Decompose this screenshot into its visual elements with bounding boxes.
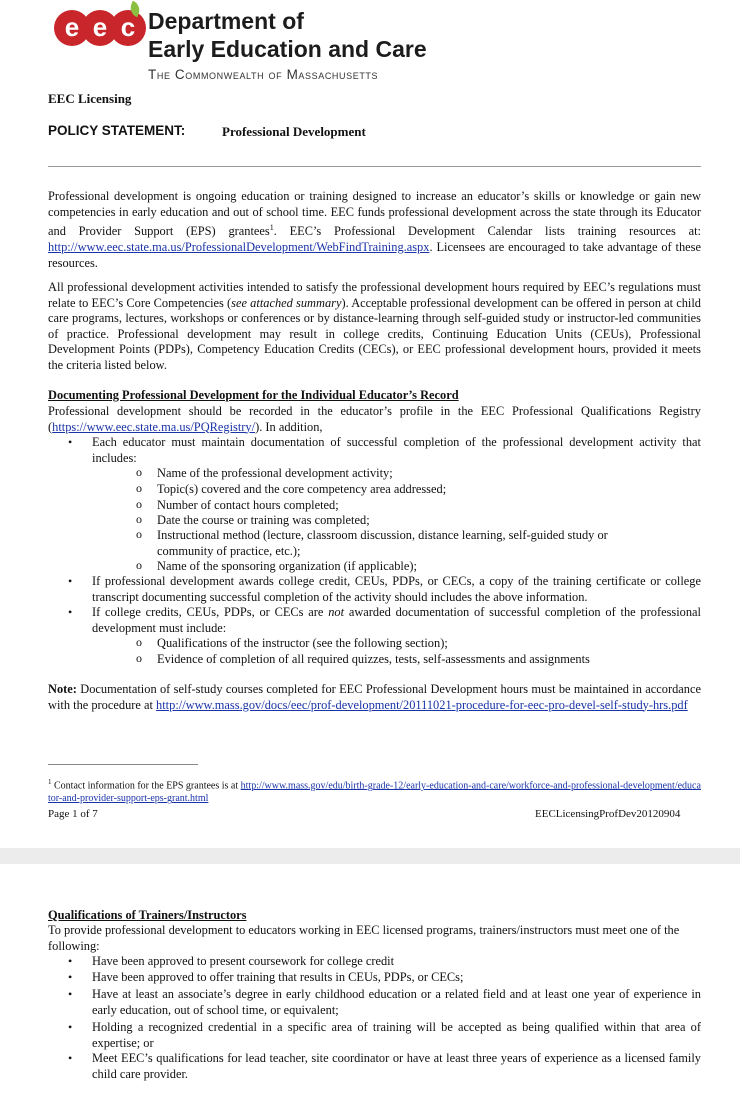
intro-p1-text-c: . Licensees are encouraged to take advantage of these resources. xyxy=(48,239,701,270)
program-label: EEC Licensing xyxy=(48,91,132,106)
footnote-divider xyxy=(48,764,198,765)
intro-p2-text-a: All professional development activities intended to satisfy the professional development hours required by EEC’s regulations must relate to EEC’s Core Competencies ( xyxy=(48,280,701,310)
qualification-item: Meet EEC’s qualifications for lead teacher, site coordinator or have at least three years of experience as a licensed family child care provider. xyxy=(92,1051,701,1081)
documenting-bullet-3 xyxy=(92,605,701,636)
documenting-bullet-2: If professional development awards college credit, CEUs, PDPs, or CECs, a copy of the training certificate or college transcript documenting successful completion of the activity should includes the above information. xyxy=(92,574,701,604)
self-study-procedure-link[interactable]: http://www.mass.gov/docs/eec/prof-development/20111021-procedure-for-eec-pro-devel-self-study-hrs.pdf xyxy=(156,697,688,712)
footnote xyxy=(48,776,701,805)
sub-bullet-icon: o xyxy=(136,512,142,526)
footnote-number: 1 xyxy=(48,778,52,786)
qualifications-intro: To provide professional development to educators working in EEC licensed programs, trainers/instructors must meet one of the following: xyxy=(48,923,680,953)
sub-item: Date the course or training was completed; xyxy=(157,513,370,527)
bullet-icon: • xyxy=(68,954,73,968)
bullet-icon: • xyxy=(68,970,73,984)
sub-item: Number of contact hours completed; xyxy=(157,498,339,512)
note-text: Documentation of self-study courses completed for EEC Professional Development hours must be maintained in accordance with the procedure at xyxy=(48,682,701,712)
qualification-item: Have been approved to present coursework for college credit xyxy=(92,954,395,968)
sub-bullet-icon: o xyxy=(136,497,142,511)
bullet3-text-a: If college credits, CEUs, PDPs, or CECs are xyxy=(92,605,324,619)
commonwealth-line: The Commonwealth of Massachusetts xyxy=(148,67,379,82)
qualifications-heading: Qualifications of Trainers/Instructors xyxy=(48,908,247,922)
intro-paragraph-2 xyxy=(48,280,701,374)
documenting-text-a: Professional development should be recorded in the educator’s profile in the EEC Professional Qualifications Registry ( xyxy=(48,404,701,434)
eec-logo xyxy=(54,4,136,50)
pq-registry-link[interactable]: https://www.eec.state.ma.us/PQRegistry/ xyxy=(52,419,256,434)
bullet-icon: • xyxy=(68,574,73,588)
note-label: Note: xyxy=(48,682,77,696)
bullet3-italic: not xyxy=(328,605,345,619)
sub-bullet-icon: o xyxy=(136,635,142,649)
footnote-ref[interactable]: 1 xyxy=(269,223,274,233)
bullet-icon: • xyxy=(68,1020,73,1034)
logo-e-circle: e xyxy=(54,10,90,46)
sub-item: Instructional method (lecture, classroom discussion, distance learning, self-guided study or community of practice, etc.); xyxy=(157,528,608,558)
documenting-bullet-1: Each educator must maintain documentation of successful completion of the professional development activity that includes: xyxy=(92,435,701,465)
document-id: EECLicensingProfDev20120904 xyxy=(535,808,681,820)
dept-line-2: Early Education and Care xyxy=(148,36,427,62)
sub-bullet-icon: o xyxy=(136,558,142,572)
logo-e-circle-2: e xyxy=(82,10,118,46)
eps-grantees-link[interactable]: http://www.mass.gov/edu/birth-grade-12/early-education-and-care/workforce-and-professional-development/educator-and-provider-support-eps-grant.html xyxy=(48,780,701,805)
sub-item: Evidence of completion of all required quizzes, tests, self-assessments and assignments xyxy=(157,652,590,666)
training-calendar-link[interactable]: http://www.eec.state.ma.us/ProfessionalDevelopment/WebFindTraining.aspx xyxy=(48,239,430,254)
qualification-item: Holding a recognized credential in a specific area of training will be accepted as being qualified within that area of expertise; or xyxy=(92,1020,701,1050)
sub-bullet-icon: o xyxy=(136,527,142,541)
policy-title: Professional Development xyxy=(222,124,366,139)
documenting-intro xyxy=(48,404,701,435)
logo-c-circle: c xyxy=(110,10,146,46)
note-paragraph xyxy=(48,682,701,713)
header-divider xyxy=(48,166,701,167)
bullet3-text-b: awarded documentation of successful completion of the professional development must include: xyxy=(92,605,701,635)
sub-bullet-icon: o xyxy=(136,481,142,495)
documenting-heading: Documenting Professional Development for the Individual Educator’s Record xyxy=(48,388,459,402)
documenting-text-b: ). In addition, xyxy=(255,419,323,434)
bullet-icon: • xyxy=(68,987,73,1001)
policy-label: POLICY STATEMENT: xyxy=(48,123,186,138)
sub-item: Qualifications of the instructor (see the following section); xyxy=(157,636,448,650)
dept-line-1: Department of xyxy=(148,8,304,34)
bullet-icon: • xyxy=(68,605,73,619)
intro-p2-text-b: ). Acceptable professional development can be offered in person at child care programs, lectures, workshops or conferences or by distance-learning through self-guided study or instructor-led communities of practice. Professional development may result in college credits, Continuing Education Units (CEUs), Professional Development Points (PDPs), Competency Education Credits (CECs), or EEC professional development hours, provided it meets the criteria listed below. xyxy=(48,295,701,372)
bullet-icon: • xyxy=(68,435,73,449)
sub-item: Topic(s) covered and the core competency area addressed; xyxy=(157,482,447,496)
sub-item: Name of the professional development activity; xyxy=(157,466,393,480)
sub-bullet-icon: o xyxy=(136,465,142,479)
intro-paragraph-1 xyxy=(48,189,701,271)
document-page-2 xyxy=(0,864,740,1094)
bullet-icon: • xyxy=(68,1051,73,1065)
sub-item: Name of the sponsoring organization (if applicable); xyxy=(157,559,417,573)
intro-p1-text-b: . EEC’s Professional Development Calendar lists training resources at: xyxy=(273,224,701,239)
sub-bullet-icon: o xyxy=(136,651,142,665)
qualification-item: Have at least an associate’s degree in early childhood education or a related field and at least one year of experience in early education, out of school time, or equivalent; xyxy=(92,987,701,1017)
intro-p1-text-a: Professional development is ongoing education or training designed to increase an educator’s skills or knowledge or gain new competencies in early education and out of school time. EEC funds professional development across the state through its Educator and Provider Support (EPS) grantees xyxy=(48,189,701,239)
page-number: Page 1 of 7 xyxy=(48,808,98,820)
intro-p2-italic: see attached summary xyxy=(231,295,342,310)
footnote-text: Contact information for the EPS grantees is at xyxy=(54,780,239,792)
qualification-item: Have been approved to offer training that results in CEUs, PDPs, or CECs; xyxy=(92,970,464,984)
